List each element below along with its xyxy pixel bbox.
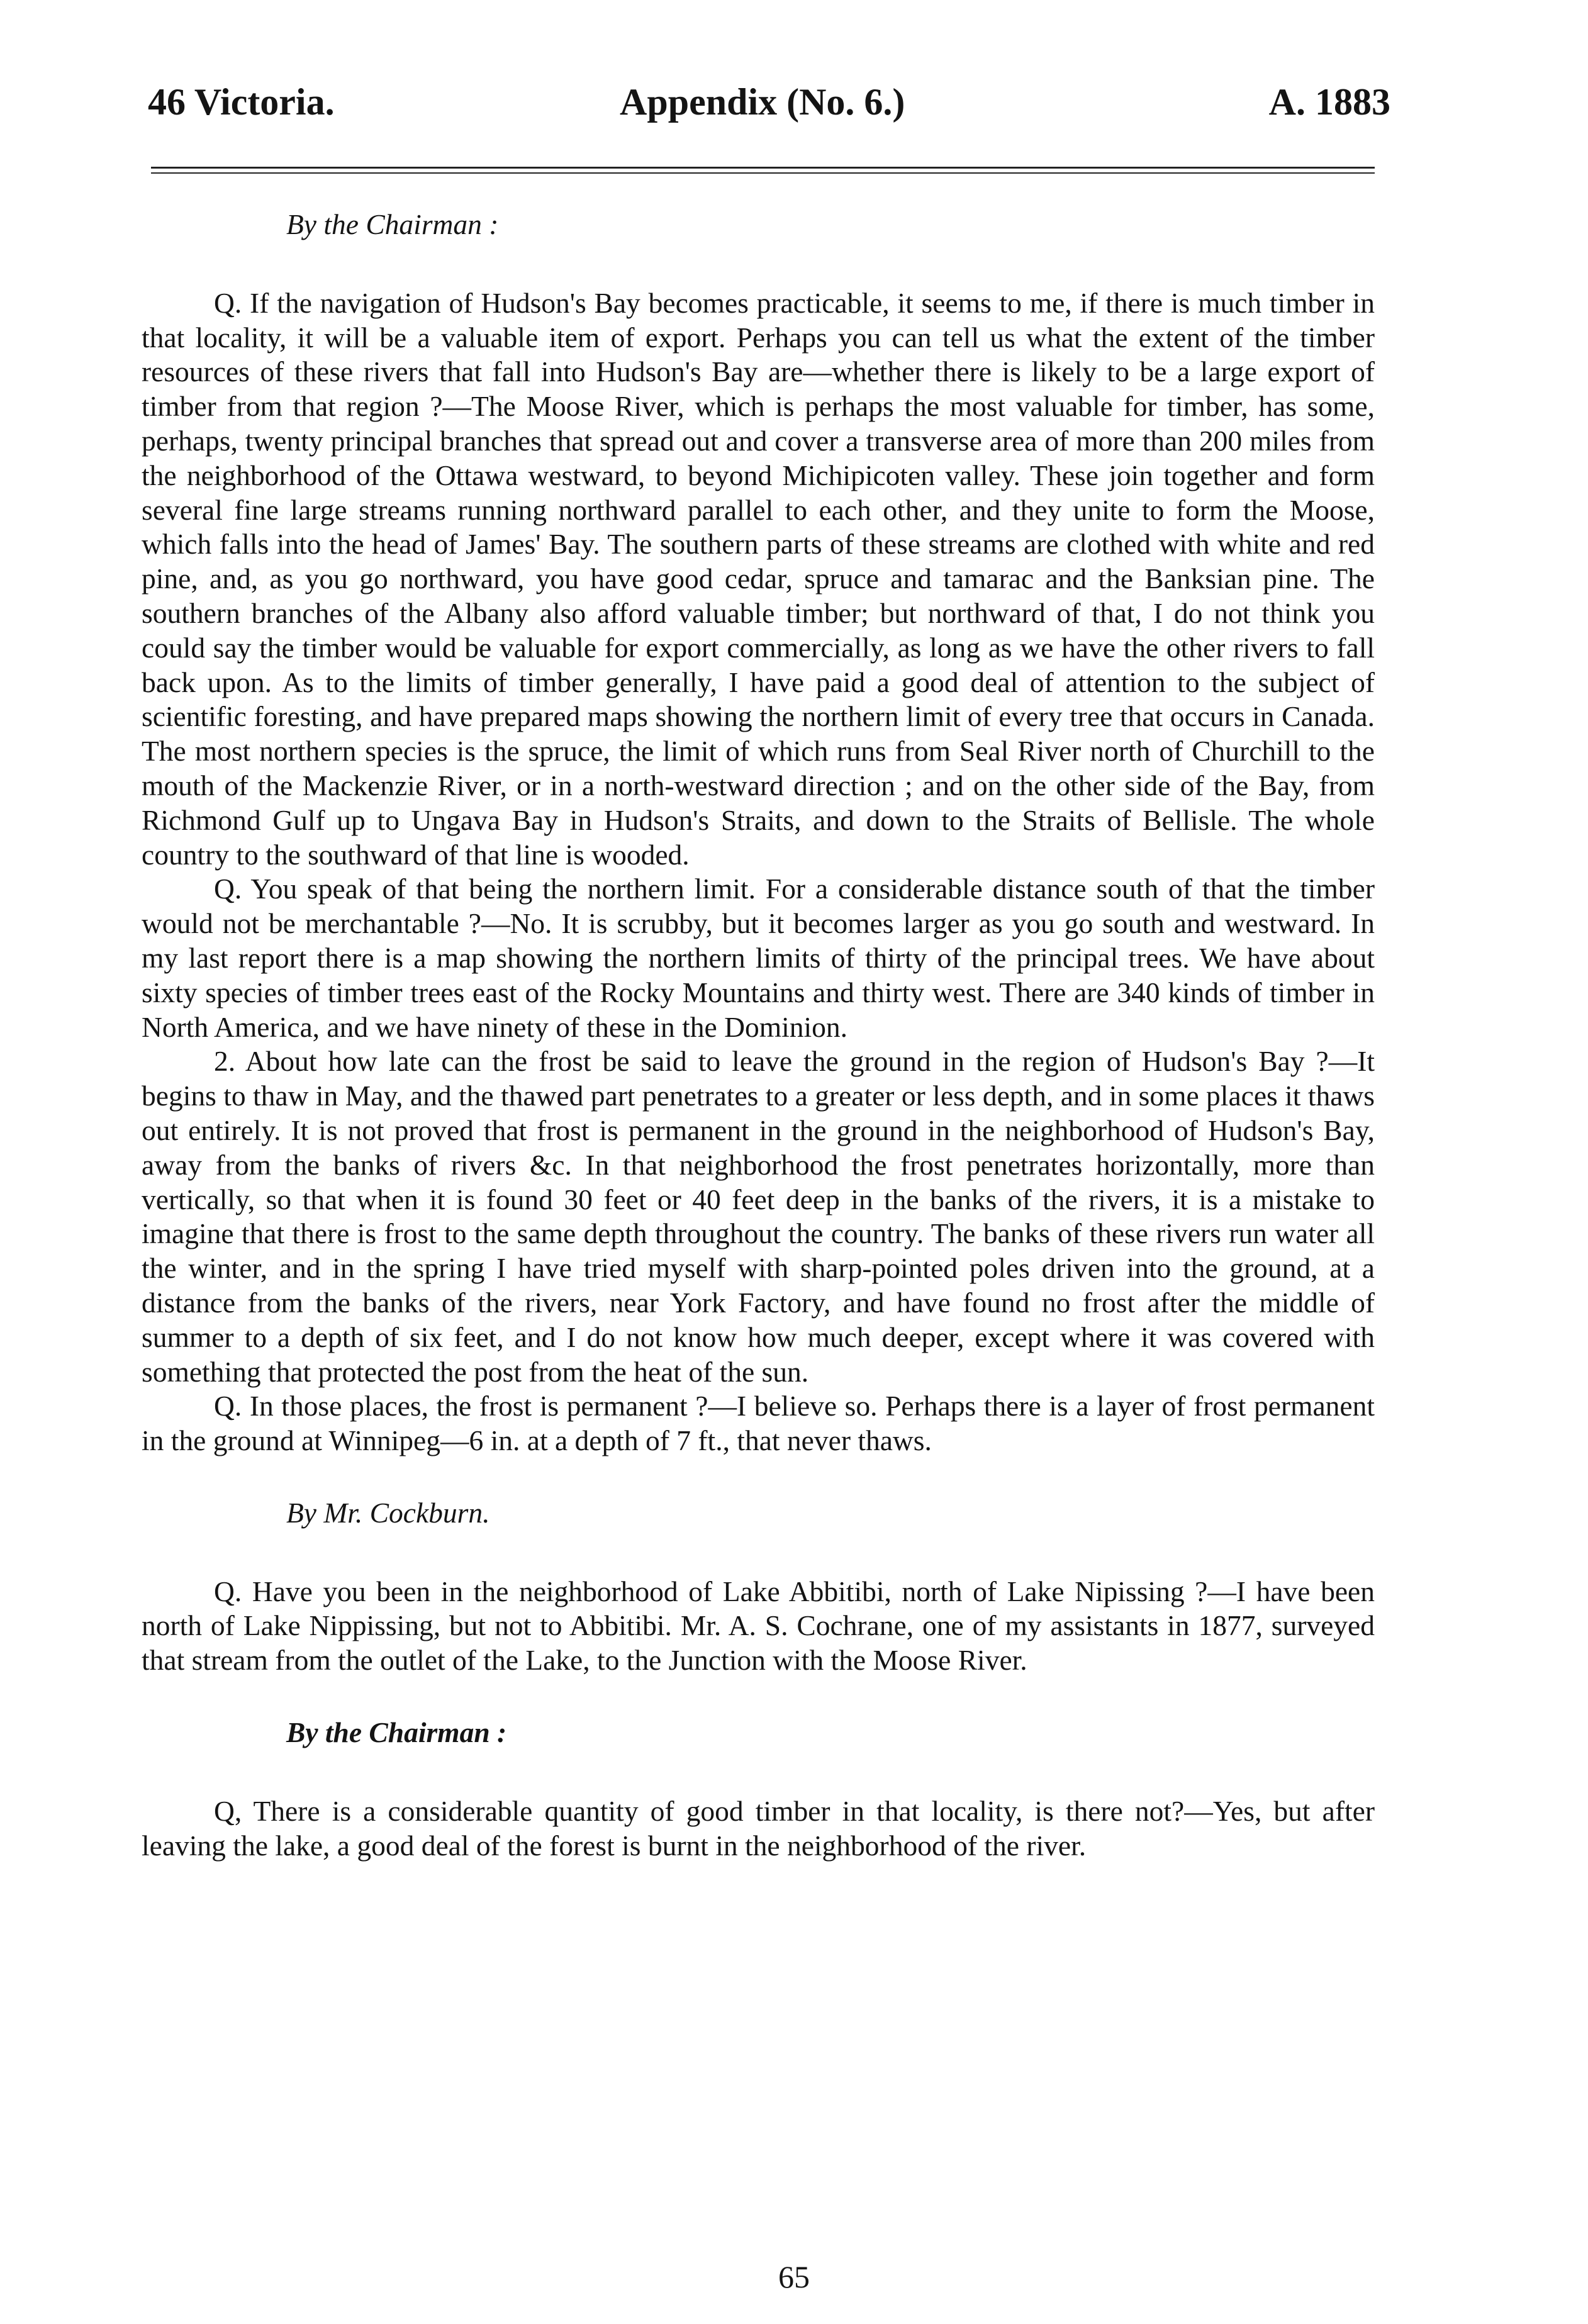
header-rule [151,167,1375,169]
speaker-heading: By Mr. Cockburn. [286,1496,490,1529]
header-year: A. 1883 [1268,81,1390,123]
testimony-paragraph: Q, There is a considerable quantity of good timber in that locality, is there not?—Yes, but after leaving the lake, a good deal of the forest is burnt in the neighborhood of the river. [142,1794,1375,1862]
speaker-heading: By the Chairman : [286,1716,507,1749]
testimony-paragraph: 2. About how late can the frost be said to leave the ground in the region of Hudson's Bay ?—It begins to thaw in May, and the thawed part penetrates to a greater or less depth, and in some places it thaws out entirely. It is not proved that frost is permanent in the ground in the neighborhood of Hudson's Bay, away from the banks of rivers &c. In that neighborhood the frost penetrates horizontally, more than vertically, so that when it is found 30 feet or 40 feet deep in the banks of the rivers, it is a mistake to imagine that there is frost to the same depth throughout the country. The banks of these rivers run water all the winter, and in the spring I have tried myself with sharp-pointed poles driven into the ground, at a distance from the banks of the rivers, near York Factory, and have found no frost after the middle of summer to a depth of six feet, and I do not know how much deeper, except where it was covered with something that protected the post from the heat of the sun. [142,1045,1375,1388]
running-header [148,81,1406,137]
testimony-paragraph: Q. In those places, the frost is permanent ?—I believe so. Perhaps there is a layer of frost permanent in the ground at Winnipeg—6 in. at a depth of 7 ft., that never thaws. [142,1390,1375,1457]
header-rule-thin [151,172,1375,174]
body-text [142,208,1375,1863]
header-session: 46 Victoria. [148,81,335,123]
page-number: 65 [778,2259,810,2294]
testimony-paragraph: Q. If the navigation of Hudson's Bay becomes practicable, it seems to me, if there is much timber in that locality, it will be a valuable item of export. Perhaps you can tell us what the extent of the timber resources of these rivers that fall into Hudson's Bay are—whether there is likely to be a large export of timber from that region ?—The Moose River, which is perhaps the most valuable for timber, has some, perhaps, twenty principal branches that spread out and cover a transverse area of more than 200 miles from the neighborhood of the Ottawa westward, to beyond Michipicoten valley. These join together and form several fine large streams running northward parallel to each other, and they unite to form the Moose, which falls into the head of James' Bay. The southern parts of these streams are clothed with white and red pine, and, as you go northward, you have good cedar, spruce and tamarac and the Banksian pine. The southern branches of the Albany also afford valuable timber; but northward of that, I do not think you could say the timber would be valuable for export commercially, as long as we have the other rivers to fall back upon. As to the limits of timber generally, I have paid a good deal of attention to the subject of scientific foresting, and have prepared maps showing the northern limit of every tree that occurs in Canada. The most northern species is the spruce, the limit of which runs from Seal River north of Churchill to the mouth of the Mackenzie River, or in a north-westward direction ; and on the other side of the Bay, from Richmond Gulf up to Ungava Bay in Hudson's Straits, and down to the Straits of Bellisle. The whole country to the southward of that line is wooded. [142,286,1375,871]
header-appendix: Appendix (No. 6.) [620,81,905,123]
speaker-heading: By the Chairman : [286,208,499,240]
testimony-paragraph: Q. You speak of that being the northern limit. For a considerable distance south of that the timber would not be merchantable ?—No. It is scrubby, but it becomes larger as you go south and westward. In my last report there is a map showing the northern limits of thirty of the principal trees. We have about sixty species of timber trees east of the Rocky Mountains and thirty west. There are 340 kinds of timber in North America, and we have ninety of these in the Dominion. [142,873,1375,1043]
testimony-paragraph: Q. Have you been in the neighborhood of Lake Abbitibi, north of Lake Nipissing ?—I have been north of Lake Nippissing, but not to Abbitibi. Mr. A. S. Cochrane, one of my assistants in 1877, surveyed that stream from the outlet of the Lake, to the Junction with the Moose River. [142,1575,1375,1677]
